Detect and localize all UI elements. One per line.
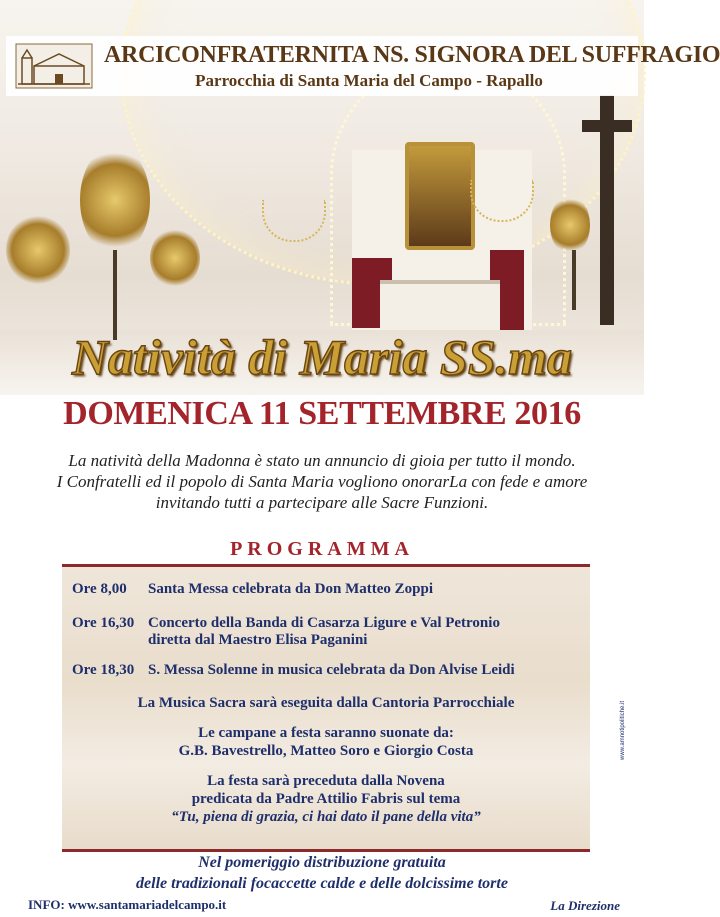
processional-cross-ornament — [80, 145, 150, 255]
musica-sacra-note: La Musica Sacra sarà eseguita dalla Cantoria Parrocchiale — [137, 695, 515, 711]
madonna-painting — [405, 142, 475, 250]
program-time: Ore 8,00 — [72, 581, 127, 597]
signature: La Direzione — [550, 898, 620, 913]
intro-line-1: La natività della Madonna è stato un annuncio di gioia per tutto il mondo. — [68, 451, 576, 470]
program-desc: diretta dal Maestro Elisa Paganini — [148, 632, 368, 648]
intro-line-2: I Confratelli ed il popolo di Santa Maria vogliono onorarLa con fede e amore — [56, 472, 588, 491]
campane-line-2: G.B. Bavestrello, Matteo Soro e Giorgio Costa — [178, 743, 474, 759]
program-desc: Concerto della Banda di Casarza Ligure e Val Petronio — [148, 615, 500, 631]
campane-line-1: Le campane a festa saranno suonate da: — [198, 725, 454, 741]
program-item — [72, 615, 500, 649]
cross-pole — [113, 250, 117, 340]
program-desc: Santa Messa celebrata da Don Matteo Zoppi — [148, 581, 433, 597]
novena-theme: “Tu, piena di grazia, ci hai dato il pane della vita” — [171, 809, 481, 825]
programma-box — [62, 564, 590, 852]
intro-text — [18, 450, 626, 513]
program-desc: S. Messa Solenne in musica celebrata da Don Alvise Leidi — [148, 662, 515, 678]
processional-lantern-right — [550, 195, 590, 255]
program-item — [72, 662, 515, 679]
parish-name: Parrocchia di Santa Maria del Campo - Rapallo — [195, 71, 543, 90]
event-date: DOMENICA 11 SETTEMBRE 2016 — [63, 395, 581, 432]
program-time: Ore 16,30 — [72, 615, 135, 631]
processional-ornament-left — [6, 215, 70, 285]
intro-line-3: invitando tutti a partecipare alle Sacre Funzioni. — [155, 493, 489, 512]
church-logo-icon — [14, 42, 94, 90]
closing-line-2: delle tradizionali focaccette calde e delle dolcissime torte — [136, 875, 508, 892]
lantern-pole — [572, 250, 576, 310]
closing-line-1: Nel pomeriggio distribuzione gratuita — [198, 854, 446, 871]
novena-line-2: predicata da Padre Attilio Fabris sul tema — [191, 791, 461, 807]
program-time: Ore 18,30 — [72, 662, 135, 678]
printer-credit: www.amnotipolitiche.it — [620, 700, 626, 760]
novena-line-1: La festa sarà preceduta dalla Novena — [207, 773, 445, 789]
processional-ornament-center — [150, 228, 200, 288]
large-cross-arm — [582, 120, 632, 132]
closing-text — [0, 852, 644, 894]
info-website: INFO: www.santamariadelcampo.it — [28, 897, 227, 912]
programma-heading: PROGRAMMA — [230, 538, 414, 560]
program-item — [72, 581, 433, 598]
organization-name: ARCICONFRATERNITA NS. SIGNORA DEL SUFFRAGIO — [104, 42, 720, 68]
event-title: Natività di Maria SS.ma — [71, 329, 573, 385]
